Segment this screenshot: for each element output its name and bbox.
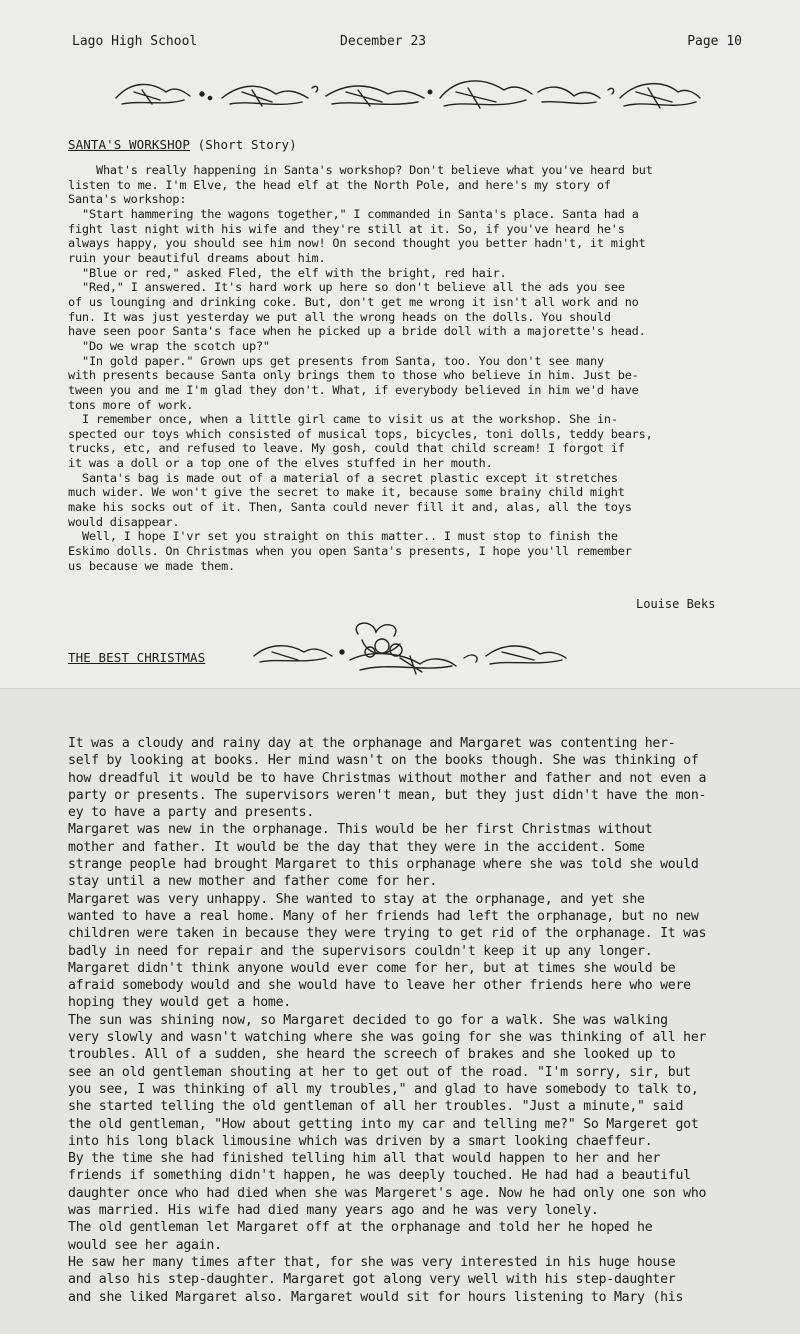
story2-line: children were taken in because they were trying to get rid of the orphanage. It was <box>68 926 707 942</box>
story1-line: have seen poor Santa's face when he picked up a bride doll with a majorette's head. <box>68 324 646 339</box>
story2-line: was married. His wife had died many years ago and he was very lonely. <box>68 1203 599 1219</box>
story1-line: "Do we wrap the scotch up?" <box>82 338 270 353</box>
story1-line: make his socks out of it. Then, Santa could never fill it and, alas, all the toys <box>68 500 632 515</box>
story1-line: would disappear. <box>68 514 180 529</box>
story1-line: "Red," I answered. It's hard work up here so don't believe all the ads you see <box>82 280 625 295</box>
story2-line: Margaret didn't think anyone would ever come for her, but at times she would be <box>68 960 676 976</box>
page-number: Page 10 <box>687 34 742 49</box>
story1-line: spected our toys which consisted of musical tops, bicycles, toni dolls, teddy bears, <box>68 426 653 441</box>
story2-title <box>68 650 205 665</box>
story1-line: Well, I hope I'vr set you straight on this matter.. I must stop to finish the <box>82 529 618 544</box>
story2-line: troubles. All of a sudden, she heard the screech of brakes and she looked up to <box>68 1047 676 1063</box>
story2-line: It was a cloudy and rainy day at the orphanage and Margaret was contenting her- <box>68 736 676 751</box>
story2-line: By the time she had finished telling him all that would happen to her and her <box>68 1151 661 1167</box>
story2-line: very slowly and wasn't watching where she was going for she was thinking of all her <box>68 1030 707 1046</box>
story2-line: the old gentleman, "How about getting into my car and telling me?" So Margeret got <box>68 1116 699 1132</box>
story1-line: ruin your beautiful dreams about him. <box>68 250 326 265</box>
story1-line: tons more of work. <box>68 397 194 412</box>
story1-line: Santa's bag is made out of a material of a secret plastic except it stretches <box>82 470 618 485</box>
story1-line: trucks, etc, and refused to leave. My gosh, could that child scream! I forgot if <box>68 441 625 456</box>
story1-line: Eskimo dolls. On Christmas when you open Santa's presents, I hope you'll remember <box>68 544 632 559</box>
story1-line: with presents because Santa only brings them to those who believe in him. Just be- <box>68 368 639 383</box>
story1-line: Santa's workshop: <box>68 192 187 207</box>
story2-line: you see, I was thinking of all my troubles," and glad to have somebody to talk to, <box>68 1081 699 1097</box>
story1-line: I remember once, when a little girl came to visit us at the workshop. She in- <box>82 412 618 427</box>
holly-ornament-top <box>112 70 702 120</box>
story1-body <box>68 163 744 573</box>
story2-line: mother and father. It would be the day that they were in the accident. Some <box>68 839 645 855</box>
story1-title-text: SANTA'S WORKSHOP <box>68 137 191 152</box>
story2-title-text: THE BEST CHRISTMAS <box>68 650 206 665</box>
story2-line: she started telling the old gentleman of all her troubles. "Just a minute," said <box>68 1099 684 1115</box>
story2-line: party or presents. The supervisors weren't mean, but they just didn't have the mon- <box>68 787 707 803</box>
story2-body <box>68 735 782 1306</box>
school-name: Lago High School <box>72 34 198 49</box>
story2-line: The sun was shining now, so Margaret decided to go for a walk. She was walking <box>68 1012 668 1028</box>
story1-line: us because we made them. <box>68 558 236 573</box>
story1-line: it was a doll or a top one of the elves stuffed in her mouth. <box>68 456 493 471</box>
story2-line: would see her again. <box>68 1237 222 1253</box>
story2-line: and she liked Margaret also. Margaret would sit for hours listening to Mary (his <box>68 1289 684 1305</box>
story1-line: fight last night with his wife and they're still at it. So, if you've heard he's <box>68 221 625 236</box>
story2-line: wanted to have a real home. Many of her friends had left the orphanage, but no new <box>68 908 699 924</box>
story1-subtitle: (Short Story) <box>197 137 297 152</box>
story1-line: of us lounging and drinking coke. But, don't get me wrong it isn't all work and no <box>68 294 639 309</box>
story2-line: He saw her many times after that, for she was very interested in his huge house <box>68 1254 676 1270</box>
story2-line: badly in need for repair and the supervisors couldn't keep it up any longer. <box>68 943 653 959</box>
story2-line: friends if something didn't happen, he was deeply touched. He had had a beautiful <box>68 1168 691 1184</box>
story2-line: Margaret was new in the orphanage. This would be her first Christmas without <box>68 822 653 838</box>
story2-line: hoping they would get a home. <box>68 995 291 1011</box>
story1-line: "Start hammering the wagons together," I commanded in Santa's place. Santa had a <box>82 206 639 221</box>
story1-title <box>68 137 297 152</box>
story1-line: "In gold paper." Grown ups get presents from Santa, too. You don't see many <box>82 353 604 368</box>
story2-line: strange people had brought Margaret to this orphanage where she was told she would <box>68 857 699 873</box>
story2-line: how dreadful it would be to have Christmas without mother and father and not even a <box>68 770 707 786</box>
issue-date: December 23 <box>340 34 427 49</box>
story1-line: tween you and me I'm glad they don't. What, if everybody believed in him we'd have <box>68 382 639 397</box>
story1-line: always happy, you should see him now! On second thought you better hadn't, it might <box>68 236 646 251</box>
story2-line: and also his step-daughter. Margaret got along very well with his step-daughter <box>68 1272 676 1288</box>
story1-line: much wider. We won't give the secret to make it, because some brainy child might <box>68 485 625 500</box>
story2-line: see an old gentleman shouting at her to get out of the road. "I'm sorry, sir, but <box>68 1064 691 1080</box>
story1-line: "Blue or red," asked Fled, the elf with the bright, red hair. <box>82 265 507 280</box>
holly-ornament-middle <box>250 616 570 676</box>
story2-line: The old gentleman let Margaret off at the orphanage and told her he hoped he <box>68 1220 653 1236</box>
story1-line: What's really happening in Santa's workshop? Don't believe what you've heard but <box>96 163 653 177</box>
story2-line: self by looking at books. Her mind wasn't on the books though. She was thinking of <box>68 753 699 769</box>
page-header <box>72 34 742 54</box>
story2-line: afraid somebody would and she would have to leave her other friends here who were <box>68 978 691 994</box>
story1-author: Louise Beks <box>636 597 716 611</box>
story1-line: listen to me. I'm Elve, the head elf at the North Pole, and here's my story of <box>68 177 611 192</box>
story2-line: ey to have a party and presents. <box>68 805 315 821</box>
story2-line: Margaret was very unhappy. She wanted to stay at the orphanage, and yet she <box>68 891 645 907</box>
story2-line: into his long black limousine which was driven by a smart looking chaeffeur. <box>68 1133 653 1149</box>
story2-line: daughter once who had died when she was Margeret's age. Now he had only one son who <box>68 1185 707 1201</box>
story1-line: fun. It was just yesterday we put all the wrong heads on the dolls. You should <box>68 309 611 324</box>
story2-line: stay until a new mother and father come for her. <box>68 874 438 890</box>
